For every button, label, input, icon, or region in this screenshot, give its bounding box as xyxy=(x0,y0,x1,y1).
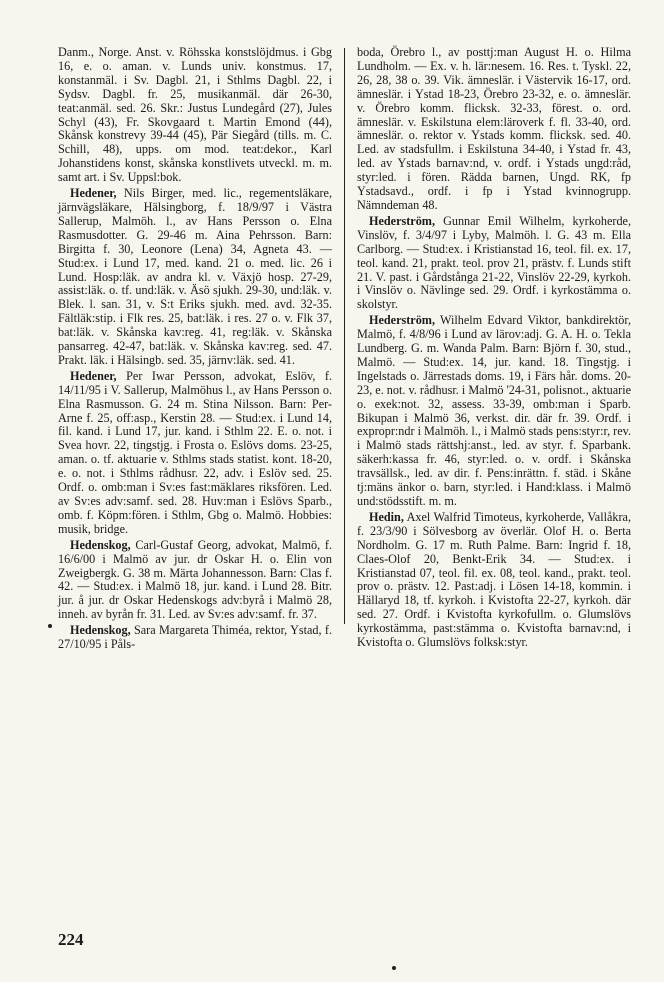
entry-hedener-per xyxy=(58,370,332,537)
entry-hedenskog-sara xyxy=(58,624,332,652)
entry-hedener-nils xyxy=(58,187,332,368)
page xyxy=(58,45,632,949)
entry-text: boda, Örebro l., av posttj:man August H. o. Hilma Lundholm. — Ex. v. h. lär:nesem. 16. Res. t. Tyskl. 22, 26, 28, 38 o. 39. Vik. ämneslär. i Västervik 16-17, ord. ämneslär. i Ystad 18-23, Örebro 23-32, e. o. ämneslär. v. Örebro komm. flicksk. 32-33, förest. o. ord. ämneslär. v. Eskilstuna elem:läroverk f. fl. 33-40, ord. ämneslär. o. rektor v. Ystads komm. flicksk. sed. 40. Led. av stadsfullm. i Eskilstuna 34-40, i Ystad fr. 43, led. av Ystads barnav:nd, v. ordf. i Ystads ungd:råd, styr:led. i fören. Rädda barnen, Ungd. RK, fp Ystadsavd., ordf. i fp i Ystad kvinnogrupp. Nämndeman 48. xyxy=(357,45,631,212)
entry-surname: Hedin, xyxy=(369,509,404,524)
entry-text: Gunnar Emil Wilhelm, kyrkoherde, Vinslöv, f. 3/4/97 i Lyby, Malmöh. l. G. 43 m. Ella Carlborg. — Stud:ex. i Kristianstad 16, teol. fil. ex. 17, teol. kand. 21, prakt. teol. prov 21, prästv. f. Lunds stift 21. V. past. i Gårdstånga 21-22, Vinslöv 22-29, kyrkoh. i Vinslöv o. Nävlinge sed. 29. Ordf. i kyrkostämma o. skolstyr. xyxy=(357,213,632,312)
entry-hedin-axel xyxy=(357,511,631,650)
entry-text: Sara Margareta Thiméa, rektor, Ystad, f. 27/10/95 i Påls- xyxy=(58,623,332,652)
entry-text: Axel Walfrid Timoteus, kyrkoherde, Vallåkra, f. 23/3/90 i Sölvesborg av överlär. Olof H. o. Berta Nordholm. G. 17 m. Ruth Palme. Barn: Ingrid f. 18, Claes-Olof 20, Benkt-Erik 34. — Stud:ex. i Kristianstad 07, teol. fil. ex. 08, teol. kand., prakt. teol. prov o. prästv. 12. Past:adj. i Lösen 14-18, kommin. i Hällaryd 18, tf. kyrkoh. i Kvistofta 22-27, kyrkoh. där sed. 27. Ordf. i Kvistofta kyrkofullm. o. Glumslövs kyrkostämma, past:stämma o. Kvistofta barnav:nd, i Kvistofta o. Glumslövs folksk:styr. xyxy=(357,509,632,650)
entry-hederstrom-wilhelm xyxy=(357,314,631,509)
entry-text: Per Iwar Persson, advokat, Eslöv, f. 14/11/95 i V. Sallerup, Malmöhus l., av Hans Persson o. Elna Rasmusson. G. 24 m. Stina Nilsson. Barn: Per-Arne f. 25, off:asp., Kerstin 28. — Stud:ex. i Lund 14, fil. kand. i Lund 17, jur. kand. i Sthlm 22. E. o. not. i Svea hovr. 22, tingstjg. i Frosta o. Eslövs doms. 23-25, aman. o. tf. aktuarie v. Sthlms stads statist. kont. 18-20, e. o. not. i Sthlms rådhusr. 22, adv. i Eslöv sed. 25. Ordf. o. omb:man i Sv:es fast:mäklares riksfören. Led. av Sv:es adv:samf. sed. 28. Huv:man i Eslövs Sparb., omb. f. Köpm:fören. i Sthlm, Gbg o. Malmö. Hobbies: musik, bridge. xyxy=(58,368,332,536)
right-column xyxy=(357,46,631,652)
entry-continuation xyxy=(357,46,631,213)
entry-continuation xyxy=(58,46,332,185)
entry-text: Nils Birger, med. lic., regementsläkare, järnvägsläkare, Hälsingborg, f. 18/9/97 i Västra Sallerup, Malmöh. l., av Hans Persson o. Elna Rasmusdotter. G. 29-46 m. Aina Pehrsson. Barn: Birgitta f. 30, Leonore (Lena) 34, Agneta 43. — Stud:ex. i Lund 17, med. kand. 21 o. med. lic. 26 i Lund. Hosp:läk. av andra kl. v. Växjö hosp. 27-29, assist:läk. o. tf. und:läk. v. Äsö sjukh. 29-30, und:läk. v. Blek. l. san. 31, v. S:t Eriks sjukh. med. avd. 32-35. Fältläk:stip. i Flk res. 25, bat:läk. i res. 27 o. v. Flk 37, bat:läk. v. Skånska kav:reg. 41, reg:läk. v. Skånska pansarreg. 42-47, bat:läk. v. Skånska kav:reg. sed. 47. Prakt. läk. i Hälsingb. sed. 35, järnv:läk. sed. 41. xyxy=(58,186,332,367)
entry-text: Danm., Norge. Anst. v. Röhsska konstslöjdmus. i Gbg 16, e. o. aman. v. Lunds univ. konstmus. 17, konstanmäl. i Sv. Dagbl. 21, i Sthlms Dagbl. 22, i Sydsv. Dagbl. fr. 25, musikanmäl. där 26-30, teat:anmäl. sed. 26. Skr.: Justus Lundegård (27), Jules Schyl (43), Fr. Skovgaard t. Martin Emond (44), Skånsk konstrevy 39-44 (45), Pär Siegård (tills. m. C. Schill, 48), upps. om mod. teat:dekor., Karl Johanstidens konst, skånska konstlivets utveckl. m. m. samt art. i Sv. Uppsl:bok. xyxy=(58,45,332,185)
entry-surname: Hedenskog, xyxy=(70,537,131,552)
page-number: 224 xyxy=(58,930,84,949)
entry-text: Carl-Gustaf Georg, advokat, Malmö, f. 16/6/00 i Malmö av jur. dr Oskar H. o. Elin von Zweigbergk. G. 38 m. Märta Johannesson. Barn: Clas f. 42. — Stud:ex. i Malmö 18, jur. kand. i Lund 28. Bitr. jur. å jur. dr Oskar Hedenskogs adv:byrå i Malmö 28, inneh. av byrån fr. 31. Led. av Sv:es adv:samf. fr. 37. xyxy=(58,537,332,622)
entry-hedenskog-carl xyxy=(58,539,332,622)
entry-surname: Hedener, xyxy=(70,186,117,201)
entry-hederstrom-gunnar xyxy=(357,215,631,312)
entry-surname: Hedenskog, xyxy=(70,623,131,638)
column-divider xyxy=(344,48,345,624)
margin-dot-mark xyxy=(48,624,52,628)
entry-text: Wilhelm Edvard Viktor, bankdirektör, Malmö, f. 4/8/96 i Lund av lärov:adj. G. A. H. o. Tekla Lundberg. G. m. Wanda Palm. Barn: Björn f. 30, stud., Malmö. — Stud:ex. 14, jur. kand. 18. Tingstjg. i Ingelstads o. Järrestads doms. 19, i Färs hår. doms. 20-23, e. not. v. rådhusr. i Malmö '24-31, polisnot., aktuarie o. exek:not. 32, assess. 33-39, omb:man i Sparb. Bikupan i Malmö 36, verkst. dir. där fr. 39. Ordf. i expropr:ndr i Malmöh. l., i Malmö stads pens:styr:r, rev. i Malmö stads rättshj:anst., led. av styr. f. Sparbank. säkerh:kassa fr. 46, styr:led. o. v. ordf. i Skånska travsällsk., led. av dir. f. Pens:inrättn. f. städ. i Skåne tj:mäns änkor o. barn, styr:led. i Hand:klass. i Malmö und:stödsstift. m. m. xyxy=(357,313,631,508)
entry-surname: Hedener, xyxy=(70,368,117,383)
entry-surname: Hederström, xyxy=(369,213,435,228)
entry-surname: Hederström, xyxy=(369,313,435,328)
margin-dot-mark xyxy=(392,966,396,970)
left-column xyxy=(58,46,332,654)
